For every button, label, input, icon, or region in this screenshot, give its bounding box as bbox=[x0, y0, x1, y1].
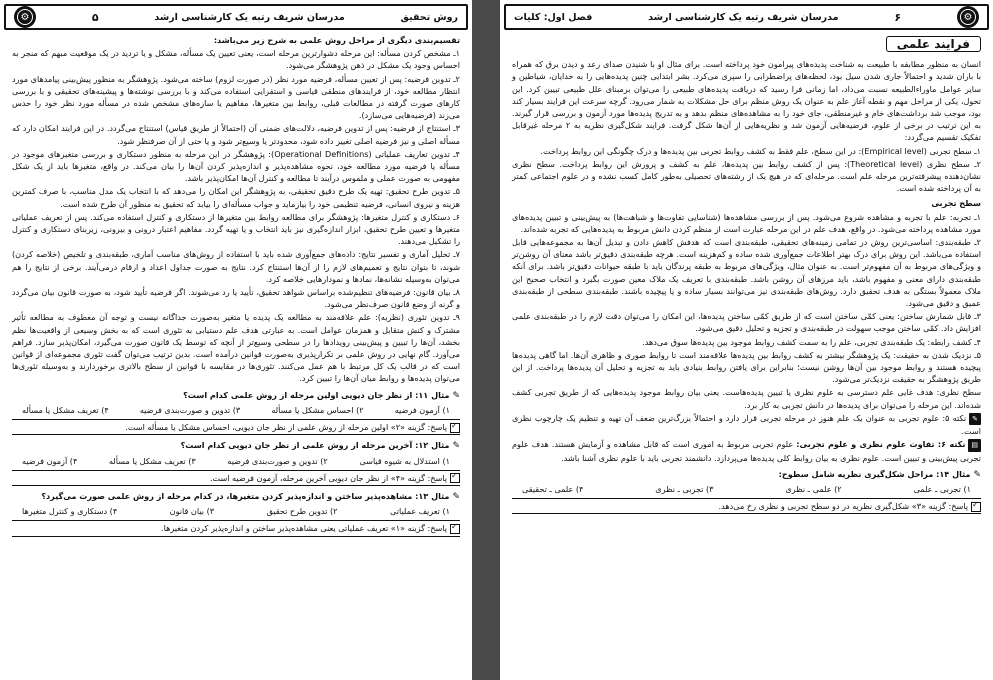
option: ۴) آزمون فرضیه bbox=[22, 455, 78, 466]
theory-text: سطح نظری: هدف غایی علم دسترسی به علوم نظری یا تبیین پدیده‌هاست. یعنی بیان روابط موجود پدیده‌هایی که از طریق تجربی کشف شده‌اند. این مرحله را می‌توان برای پدیده‌ها در دانش تجربی به کار برد. bbox=[512, 387, 981, 410]
question-title: مثال ۱۱: از نظر جان دیویی اولین مرحله از روش علمی کدام است؟ bbox=[183, 389, 450, 400]
question-title: مثال ۱۲: آخرین مرحله از روش علمی از نظر جان دیویی کدام است؟ bbox=[180, 440, 450, 451]
question-options bbox=[12, 404, 460, 416]
left-page bbox=[0, 0, 472, 680]
book-icon: ▤ bbox=[968, 439, 981, 451]
pencil-icon: ✎ bbox=[452, 390, 460, 401]
option: ۲) تدوین و صورت‌بندی فرضیه bbox=[227, 455, 328, 466]
level-theoretical: ۲ـ سطح نظری (Theoretical level): پس از کشف روابط بین پدیده‌ها، علم به کشف و پرورش این روابط پرداخت. سطح نظری نشان‌دهنده پیشرفته‌ترین مرحله علم است. مرحله‌ای که در هیچ یک از رشته‌های تحصیلی به‌طور کامل کسب نشده و در علوم اجتماعی کمتر به آن پرداخته شده است. bbox=[512, 158, 981, 194]
empirical-item-5: ۵ـ نزدیک شدن به حقیقت: یک پژوهشگر بیشتر به کشف روابط بین پدیده‌ها علاقه‌مند است تا روابط صوری و ظاهری آن‌ها. اما گاهی پدیده‌ها پیچیده هستند و روابط موجود بین آن‌ها روشن نیست؛ بنابراین برای یافتن روابط بنیادی باید به تجزیه و تحلیل آن پدیده‌ها پرداخت. از این طریق پژوهشگر به حقیقت نزدیک‌تر می‌شود. bbox=[512, 349, 981, 385]
option: ۲) تدوین طرح تحقیق bbox=[266, 506, 338, 517]
option: ۴) تعریف مشکل یا مسأله bbox=[22, 404, 109, 415]
answer-box bbox=[12, 520, 460, 536]
checkbox-icon bbox=[450, 423, 460, 433]
question-options bbox=[12, 455, 460, 467]
step-7: ۷ـ تحلیل آماری و تفسیر نتایج: داده‌های جمع‌آوری شده باید با استفاده از روش‌های مناسب آماری، طبقه‌بندی و تلخیص (خلاصه کردن) شوند، تا بتوان نتایج و تعمیم‌های لازم را از آن‌ها استنتاج کرد. نتایج به صورت جداول اعداد و ارقام درمی‌آیند. برخی از نتایج را هم می‌توان به‌وسیله نشانه‌ها، نمادها و نمودارهایی خلاصه کرد. bbox=[12, 249, 460, 284]
option: ۳) تجربی ـ نظری bbox=[655, 483, 714, 494]
page-number: ۶ bbox=[894, 10, 902, 24]
note-icon: ✎ bbox=[969, 413, 981, 425]
intro-text: انسان به منظور مطابقه با طبیعت به شناخت پدیده‌های پیرامون خود پرداخته است. برای مثال او با شنیدن صدای رعد و دیدن برق که همراه با باران شدید و احتمالاً جاری شدن سیل بود، لحظه‌های پراضطرابی را سپری می‌کرد. بشر ابتدایی چنین پدیده‌هایی را به خدایان، شیاطین و سایر عوامل ماوراءالطبیعه نسبت می‌داد، اما زمانی فرا رسید که دریافت پدیده‌های طبیعی را می‌توان برمبنای علل طبیعی تبیین کرد. این تحول، یکی از مراحل مهم و نقطه آغاز علم به عنوان یک روش منظم برای حل مشکلات به شمار می‌رود. گرچه سرعت این فرایند بسیار کند بود، موجب شد برداشت‌های خام و غیرمنطقی، جای خود را به مشاهده‌های منظم بدهد و به تدریج پدیده‌ها مورد آزمون و بررسی قرار گیرند. به این ترتیب در برخی از علوم، فرضیه‌هایی آزمون شد و نظریه‌هایی از آن‌ها شکل گرفت. فرایند شکل‌گیری نظریه به ۲ مرحله غیرقابل تفکیک تقسیم می‌گردد: bbox=[512, 59, 981, 143]
note-5 bbox=[512, 412, 981, 437]
step-8: ۸ـ بیان قانون: فرضیه‌های تنظیم‌شده براساس شواهد تحقیق، تأیید یا رد می‌شوند. اگر فرضیه تأیید شود، به صورت قانون بیان می‌گردد و گرنه از وضع قانون صرف‌نظر می‌شود. bbox=[12, 287, 460, 310]
option: ۳) تدوین و صورت‌بندی فرضیه bbox=[139, 404, 241, 415]
empirical-item-4: ۴ـ کشف رابطه: یک طبقه‌بندی تجربی، علم را به سمت کشف روابط موجود بین پدیده‌ها سوق می‌دهد. bbox=[642, 336, 981, 347]
right-page-body bbox=[512, 30, 981, 518]
header-title: فصل اول: کلیات bbox=[514, 11, 593, 23]
question-options bbox=[12, 505, 460, 517]
example-question-11 bbox=[12, 389, 460, 436]
note-text: نکته ۵: علوم تجربی به عنوان یک علم هنوز در مرحله تجربی قرار دارد و احتمالاً بزرگ‌ترین ضعف آن تهیه و تنظیم یک چارچوب نظری است. bbox=[512, 412, 981, 437]
step-5: ۵ـ تدوین طرح تحقیق: تهیه یک طرح دقیق تحقیقی، به پژوهشگر این امکان را می‌دهد که با انتخاب یک مدل مناسب، با صرف کمترین هزینه و نیروی انسانی، فرضیه تنظیمی خود را بیازماید و جواب مسأله‌ای را بیابد که تحقیق به منظور آن طرح شده است. bbox=[12, 186, 460, 209]
step-4: ۴ـ تدوین تعاریف عملیاتی (Operational Definitions): پژوهشگر در این مرحله به منظور دستکاری و بررسی متغیرهای موجود در مسأله یا فرضیه مورد مطالعه خود، نحوه مشاهده‌پذیر و اندازه‌پذیر کردن آن‌ها را بیان می‌کند. در واقع، متغیرها باید از یک شکل مفهومی به صورت عملی و ملموس درآیند تا مطالعه و کنترل آن‌ها امکان‌پذیر باشد. bbox=[12, 148, 460, 184]
empirical-item-1: ۱ـ تجربه: علم با تجربه و مشاهده شروع می‌شود. پس از بررسی مشاهده‌ها (شناسایی تفاوت‌ها و شباهت‌ها) به پیش‌بینی و تبیین پدیده‌های مورد مشاهده پرداخته می‌شود. در واقع، هدف علم در این مرحله عبارت است از منظم کردن دانش مربوط به پدیده‌هایی که تجربه شده‌اند. bbox=[512, 211, 981, 234]
pencil-icon: ✎ bbox=[452, 491, 460, 502]
book-gutter bbox=[472, 0, 500, 680]
page-number: ۵ bbox=[91, 10, 99, 24]
empirical-item-2: ۲ـ طبقه‌بندی: اساسی‌ترین روش در تمامی زمینه‌های تحقیقی، طبقه‌بندی است که هدفش کاهش دادن و تبدیل آن‌ها به مجموعه‌هایی قابل استفاده می‌باشد. این روش برای درک بهتر اطلاعات جمع‌آوری شده ساده و کم‌هزینه است. هرچه طبقه‌بندی دقیق‌تر باشد معنای آن روشن‌تر و ویژگی‌های مربوط به آن مفهوم‌تر است. به عنوان مثال، ویژگی‌های مربوط به طبقه پرندگان باید با طبقه حیوانات دقیق‌تر باشد. برای آنکه طبقه‌بندی دارای معنی و مفهوم باشد، باید مرزهای آن روشن باشد. طبقه‌بندی با تعریف یک ملاک معین صورت بگیرد و انتخاب صحیح این ملاک معمولاً بستگی به هدف تحقیق دارد. روش‌های طبقه‌بندی نیز می‌توانند بسیار ساده و یا پیچیده باشند. طبقه‌بندی سطحی از طبقه‌بندی عمیق و دقیق می‌شود. bbox=[512, 237, 981, 309]
step-9: ۹ـ تدوین تئوری (نظریه): علم علاقه‌مند به مطالعه یک پدیده یا متغیر به‌صورت جداگانه نیست و توجه آن معطوف به مطالعه تأثیر مشترک و کنش متقابل و همزمان عوامل است. به عبارتی هدف علم دستیابی به تئوری است که به بخش وسیعی از واقعیت‌ها نظم بخشد، آن‌ها را تبیین و پیش‌بینی رویدادها را در سطحی وسیع‌تر از آنچه که توسط یک قانون صورت می‌گیرد، امکان‌پذیر سازد. فراهم می‌آورد. گام نهایی در روش علمی بر تکرارپذیری به‌صورت قوانین درآمده است. بدین ترتیب می‌توان گفت تئوری مجموعه‌ای از قوانین است که در قالب یک کل مرتبط با هم عمل می‌کنند. تئوری‌ها در مقایسه با قوانین از سطح بالاتری برخوردارند و به‌وسیله تئوری‌ها می‌توان پدیده‌ها و روابط میان آن‌ها را تبیین کرد. bbox=[12, 312, 460, 384]
option: ۴) دستکاری و کنترل متغیرها bbox=[22, 506, 118, 517]
checkbox-icon bbox=[450, 524, 460, 534]
question-title: مثال ۱۳: مشاهده‌پذیر ساختن و اندازه‌پذیر کردن متغیرها، در کدام مرحله از روش علمی صورت می‌گیرد؟ bbox=[41, 490, 450, 501]
answer-box bbox=[12, 419, 460, 435]
left-page-header bbox=[4, 4, 468, 30]
page-badge-icon: ⚙ bbox=[14, 6, 36, 28]
step-1: ۱ـ مشخص کردن مسأله: این مرحله دشوارترین مرحله است، یعنی تعیین یک مسأله، مشکل و یا تردید در یک موقعیت مبهم که منجر به احساس وجود یک مشکل در ذهن پژوهشگر می‌شود. bbox=[12, 48, 460, 71]
note-6 bbox=[512, 438, 981, 463]
question-title: مثال ۱۴: مراحل شکل‌گیری نظریه شامل سطوح: bbox=[778, 468, 971, 479]
intro-text: تقسیم‌بندی دیگری از مراحل روش علمی به شرح زیر می‌باشد: bbox=[213, 35, 460, 45]
example-question-12 bbox=[12, 439, 460, 486]
option: ۳) تعریف مشکل یا مسأله bbox=[108, 455, 196, 466]
checkbox-icon bbox=[450, 473, 460, 483]
answer-box bbox=[12, 470, 460, 486]
option: ۱) تعریف عملیاتی bbox=[389, 506, 450, 517]
option: ۱) آزمون فرضیه bbox=[394, 404, 450, 415]
left-page-body bbox=[12, 34, 460, 541]
level-empirical: ۱ـ سطح تجربی (Empirical level): در این سطح، علم فقط به کشف روابط تجربی بین پدیده‌ها و درک چگونگی این روابط پرداخت. bbox=[540, 145, 981, 156]
pencil-icon: ✎ bbox=[973, 469, 981, 480]
step-3: ۳ـ استنتاج از فرضیه: پس از تدوین فرضیه، دلالت‌های ضمنی آن (احتمالاً از طریق قیاس) استنتاج می‌گردد. در این فرایند امکان دارد که مسأله اصلی و نیز فرضیه اصلی تغییر داده شود، محدودتر یا وسیع‌تر شود و یا حتی از آن صرفنظر شود. bbox=[12, 123, 460, 146]
page-badge-icon: ⚙ bbox=[957, 6, 979, 28]
right-page bbox=[500, 0, 993, 680]
option: ۳) بیان قانون bbox=[169, 506, 215, 517]
option: ۱) تجربی ـ علمی bbox=[913, 483, 971, 494]
option: ۲) احساس مشکل یا مسأله bbox=[271, 404, 364, 415]
example-question-14 bbox=[512, 468, 981, 515]
header-subtitle: مدرسان شریف رتبه یک کارشناسی ارشد bbox=[154, 11, 345, 23]
header-title: روش تحقیق bbox=[400, 11, 458, 23]
answer-text: پاسخ: گزینه «۲» اولین مرحله از روش علمی از نظر جان دیویی، احساس مشکل یا مسأله است. bbox=[125, 422, 447, 433]
example-question-13 bbox=[12, 490, 460, 537]
checkbox-icon bbox=[971, 502, 981, 512]
question-options bbox=[512, 483, 981, 495]
step-2: ۲ـ تدوین فرضیه: پس از تعیین مسأله، فرضیه مورد نظر (در صورت لزوم) ساخته می‌شود. پژوهشگر به منظور پیش‌بینی پیامدهای مورد انتظار مطالعه خود، از فرایندهای منطقی قیاسی و استقرایی استفاده می‌کند و با بررسی نوشته‌ها و پیشینه‌های تحقیقی و با بررسی کارهای صورت گرفته در مطالعات قبلی، روابط بین متغیرها، مفاهیم یا سازه‌های مشخص شده در مسأله مورد نظر خود را حدس می‌زند (فرضیه‌هایی می‌سازد). bbox=[12, 73, 460, 121]
header-subtitle: مدرسان شریف رتبه یک کارشناسی ارشد bbox=[648, 11, 839, 23]
step-6: ۶ـ دستکاری و کنترل متغیرها: پژوهشگر برای مطالعه روابط بین متغیرها از دستکاری و کنترل استفاده می‌کند. پس از تعریف عملیاتی متغیرها و تعیین طرح تحقیق، ابزار اندازه‌گیری نیز باید انتخاب و یا تهیه گردد. مفاهیم اعتبار درونی و بیرونی، زیربنای دستکاری و کنترل را تشکیل می‌دهند. bbox=[12, 211, 460, 247]
answer-text: پاسخ: گزینه «۳» شکل‌گیری نظریه در دو سطح تجربی و نظری رخ می‌دهد. bbox=[718, 501, 968, 512]
option: ۴) علمی ـ تحقیقی bbox=[522, 483, 584, 494]
answer-box bbox=[512, 498, 981, 514]
option: ۱) استدلال به شیوه قیاسی bbox=[359, 455, 450, 466]
option: ۲) علمی ـ نظری bbox=[785, 483, 842, 494]
answer-text: پاسخ: گزینه «۱» تعریف عملیاتی یعنی مشاهده‌پذیر ساختن و اندازه‌پذیر کردن متغیرها. bbox=[161, 523, 447, 534]
note-title: نکته ۶: تفاوت علوم نظری و علوم تجربی: bbox=[796, 439, 966, 450]
empirical-heading: سطح تجربی bbox=[931, 198, 981, 209]
section-title: فرایند علمی bbox=[886, 36, 981, 52]
pencil-icon: ✎ bbox=[452, 441, 460, 452]
empirical-item-3: ۳ـ قابل شمارش ساختن: یعنی کمّی ساختن است که از طریق کمّی ساختن پدیده‌ها، این امکان را می‌توان دقت لازم را در طبقه‌بندی علمی افزایش داد. کمّی ساختن موجب سهولت در طبقه‌بندی و تجزیه و تحلیل دقیق می‌شود. bbox=[512, 311, 981, 334]
right-page-header bbox=[504, 4, 989, 30]
note-text: علوم تجربی مربوط به اموری است که قابل مشاهده و آزمایش هستند. هدف علوم تجربی پیش‌بینی و تبیین است. علوم نظری به بیان روابط کلی پدیده‌ها می‌پردازد. دانشمند تجربی باید با علوم نظری آشنا باشد. bbox=[512, 439, 981, 463]
answer-text: پاسخ: گزینه «۴» از نظر جان دیویی آخرین مرحله، آزمون فرضیه است. bbox=[209, 472, 447, 483]
